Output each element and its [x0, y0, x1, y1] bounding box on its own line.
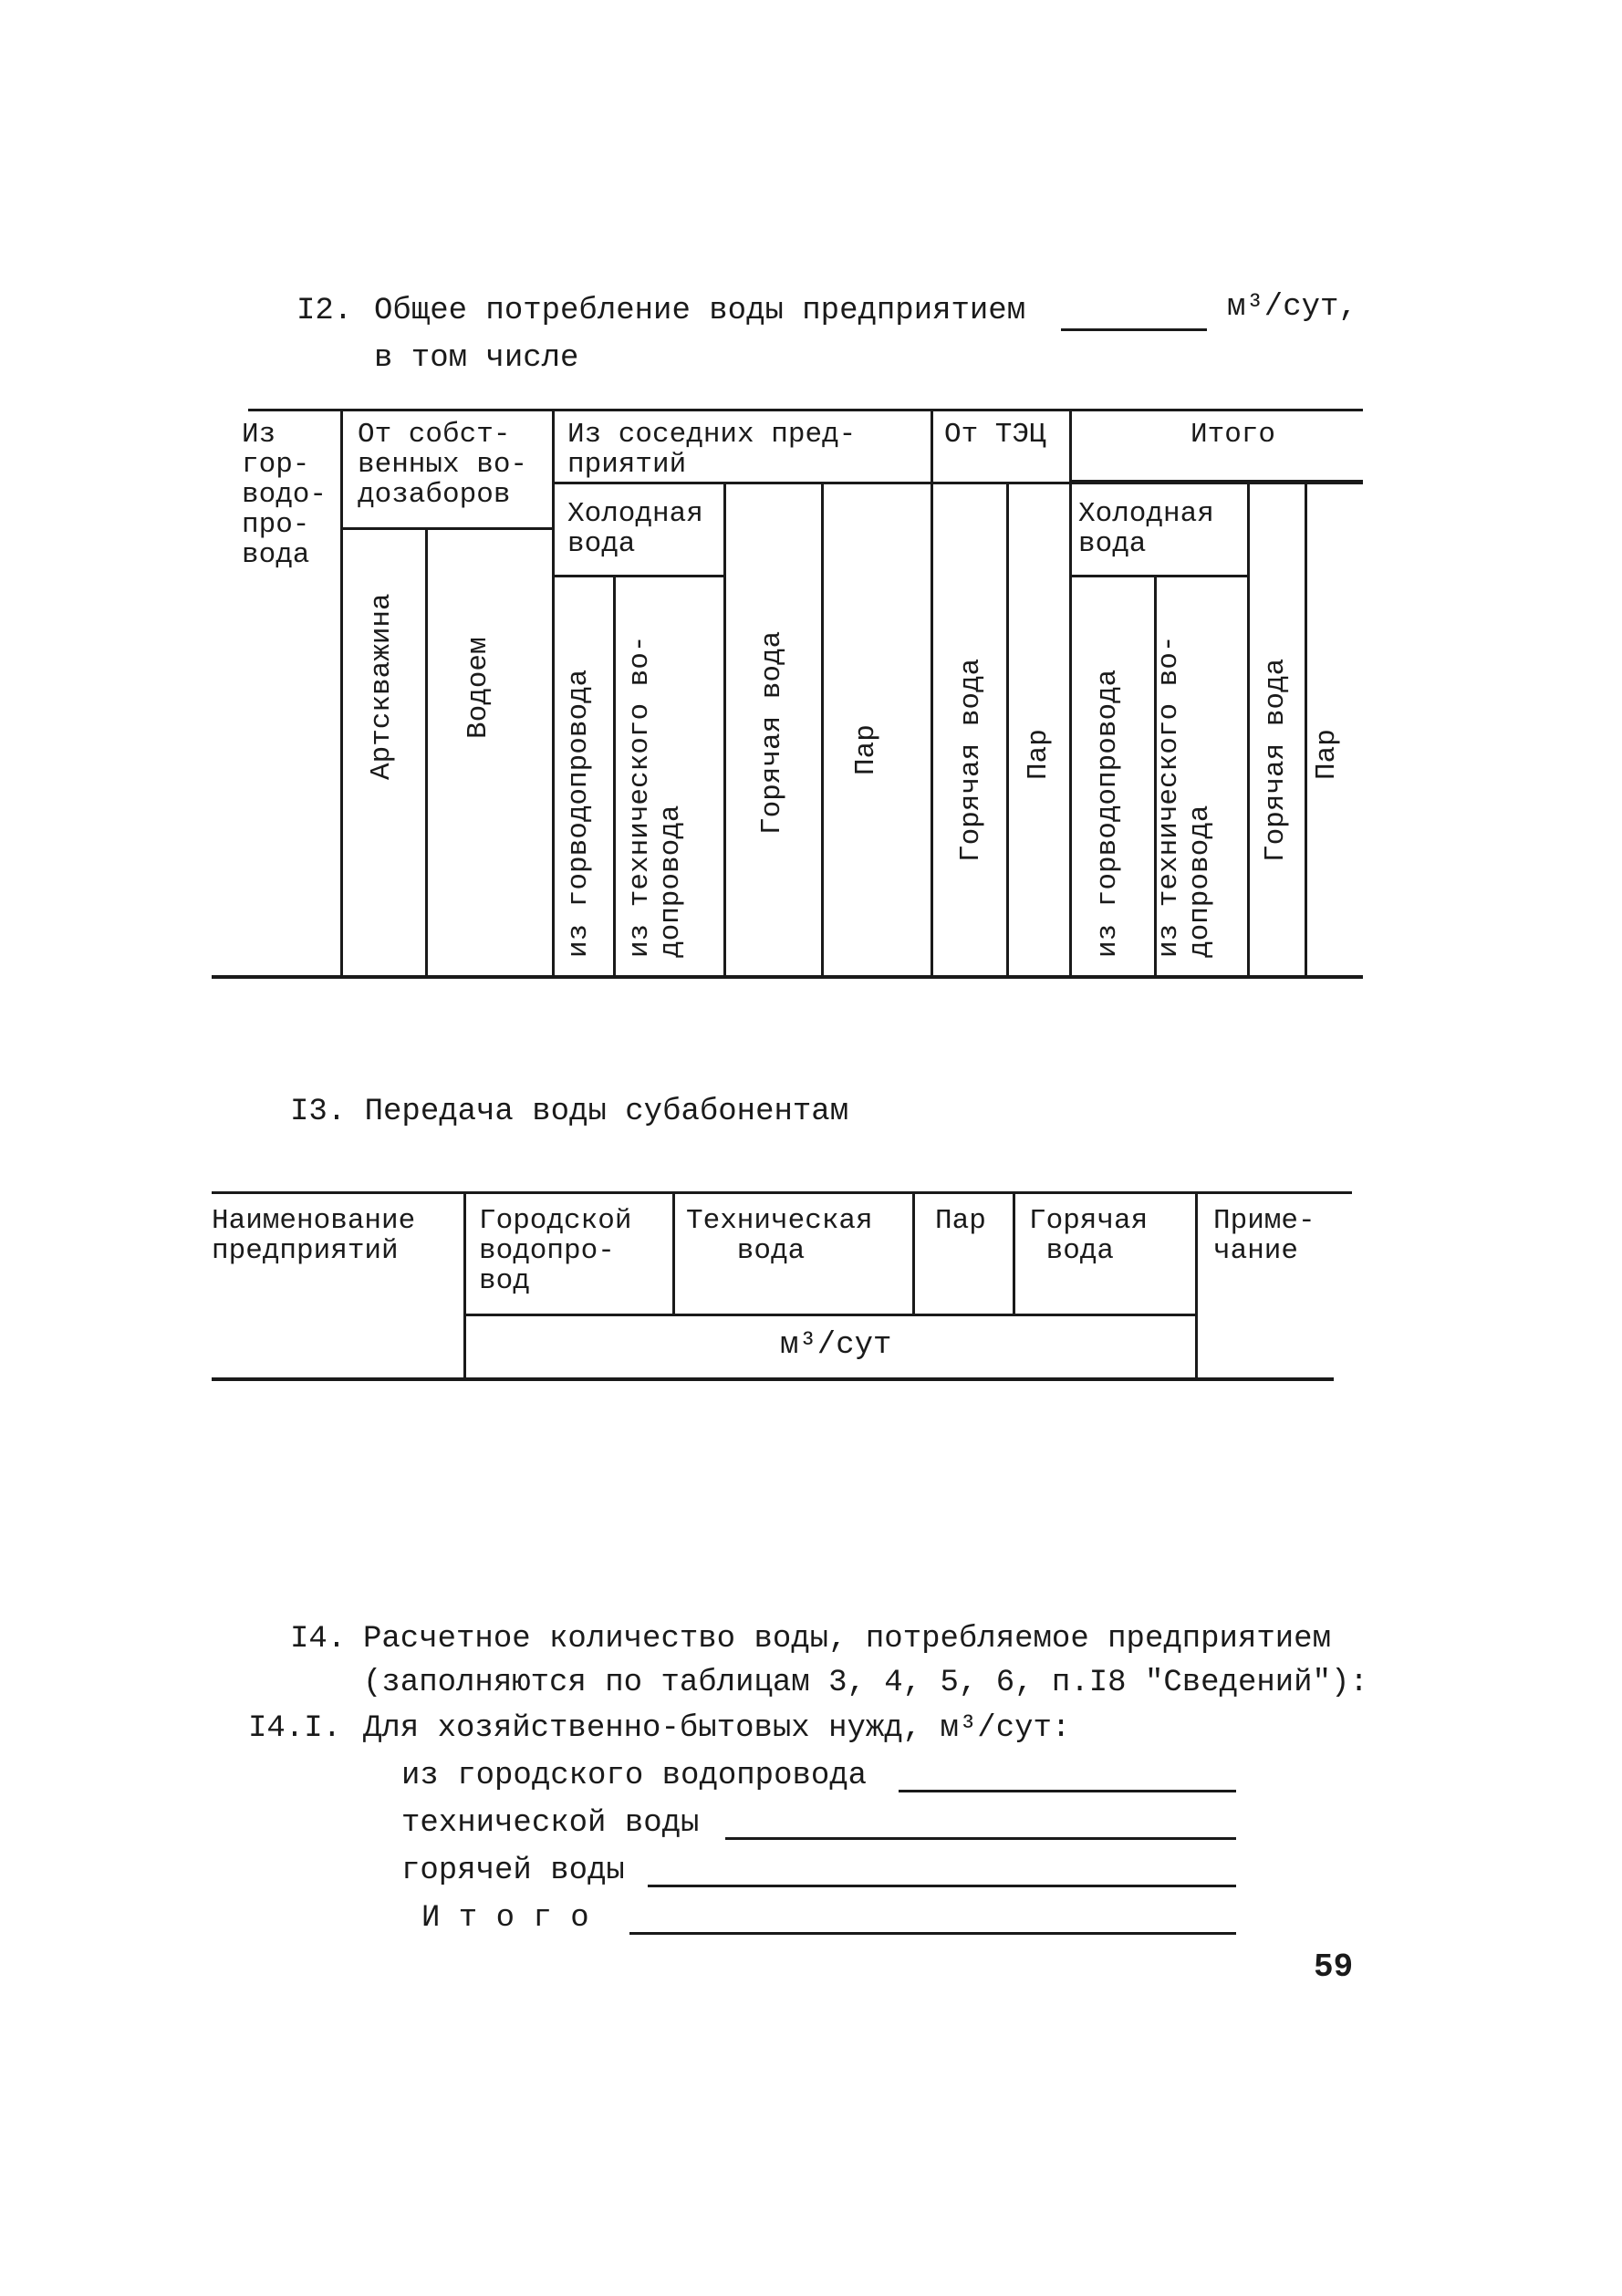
item-technical-water: технической воды — [401, 1806, 700, 1841]
col-steam-neighbors: Пар — [850, 724, 882, 775]
col-note: Приме- чание — [1213, 1205, 1315, 1267]
col-enterprise-name: Наименование предприятий — [212, 1205, 416, 1267]
col-city-water-supply: Городской водопро- вод — [479, 1205, 632, 1297]
col-artesian-well: Артскважина — [366, 593, 398, 780]
col-from-tech-water-1b: допровода — [655, 805, 687, 958]
total-consumption-blank — [1061, 328, 1207, 331]
item-total: И т о г о — [421, 1901, 589, 1936]
col-from-tech-water-1a: из технического во- — [624, 635, 656, 958]
col-header-tec: От ТЭЦ — [944, 419, 1046, 451]
col-hot-water: Горячая вода — [1029, 1205, 1149, 1267]
item-hot-water: горячей воды — [401, 1854, 625, 1888]
col-from-city-water-2: из горводопровода — [1092, 669, 1124, 958]
col-header-total: Итого — [1191, 419, 1276, 451]
section-14-1-number: I4.I. — [248, 1711, 342, 1746]
item-city-water: из городского водопровода — [401, 1759, 868, 1793]
section-12-subline: в том числе — [374, 341, 579, 376]
col-steam-total: Пар — [1311, 729, 1343, 780]
subheader-cold-water-neighbors: Холодная вода — [567, 498, 703, 560]
col-header-neighbor-enterprises: Из соседних пред- приятий — [567, 419, 857, 481]
section-14-note: (заполняются по таблицам 3, 4, 5, 6, п.I8 "Сведений"): — [363, 1666, 1368, 1700]
blank-total — [629, 1932, 1236, 1935]
section-12-number: I2. — [296, 294, 353, 328]
section-14-1-title: Для хозяйственно-бытовых нужд, м³/сут: — [363, 1711, 1071, 1746]
col-hot-water-tec: Горячая вода — [955, 658, 987, 862]
section-13-title: I3. Передача воды субабонентам — [290, 1095, 849, 1129]
blank-technical-water — [725, 1837, 1236, 1840]
col-technical-water: Техническая вода — [686, 1205, 873, 1267]
blank-city-water — [899, 1790, 1236, 1792]
col-steam: Пар — [935, 1205, 986, 1237]
col-header-city-water: Из гор- водо- про- вода — [242, 419, 328, 571]
blank-hot-water — [648, 1885, 1236, 1887]
col-header-own-intakes: От собст- венных во- дозаборов — [358, 419, 528, 511]
page-number: 59 — [1314, 1948, 1354, 1986]
section-12-title: Общее потребление воды предприятием — [374, 294, 1026, 328]
col-hot-water-neighbors: Горячая вода — [756, 630, 788, 835]
section-14-title: Расчетное количество воды, потребляемое предприятием — [363, 1622, 1331, 1657]
unit-row-label: м³/сут — [780, 1328, 892, 1363]
col-from-city-water-1: из горводопровода — [563, 669, 595, 958]
subheader-cold-water-total: Холодная вода — [1078, 498, 1214, 560]
section-14-number: I4. — [290, 1622, 347, 1657]
col-steam-tec: Пар — [1023, 729, 1055, 780]
col-from-tech-water-2b: допровода — [1184, 805, 1216, 958]
section-12-unit: м³/сут, — [1227, 290, 1357, 325]
col-from-tech-water-2a: из технического во- — [1153, 635, 1185, 958]
col-hot-water-total: Горячая вода — [1260, 658, 1292, 862]
col-reservoir: Водоем — [463, 637, 494, 739]
